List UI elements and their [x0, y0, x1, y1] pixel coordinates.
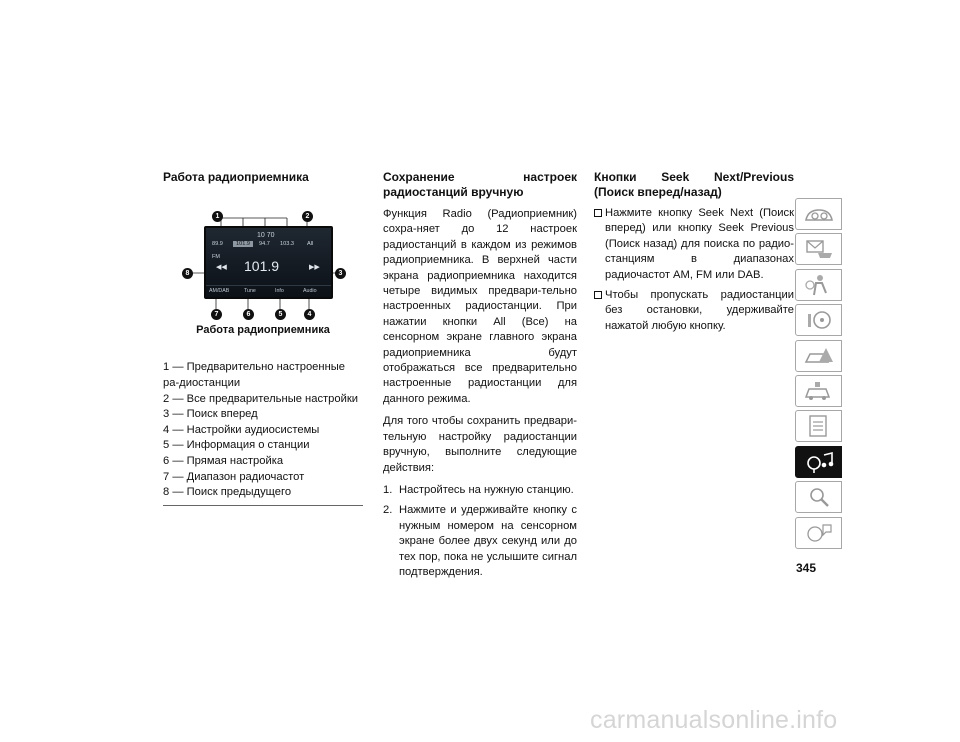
tab-multimedia[interactable] — [795, 446, 842, 478]
tab-car-key[interactable] — [795, 233, 842, 265]
bullet-text: Чтобы пропускать радиостанции без остановки, удерживайте нажатой любую кнопку. — [605, 289, 794, 332]
audio-button[interactable]: Audio — [303, 288, 317, 294]
bullet-text: Нажмите кнопку Seek Next (Поиск вперед) или кнопку Seek Previous (Поиск назад) для поиска по радио-станциям в диапазонах радиочастот AM, FM или DAB. — [605, 207, 794, 281]
info-button[interactable]: Info — [275, 288, 284, 294]
steps-list — [383, 483, 577, 580]
preset-3[interactable]: 94.7 — [259, 241, 270, 247]
radio-figure — [163, 206, 363, 320]
preset-1[interactable]: 89.9 — [212, 241, 223, 247]
car-key-envelope-icon — [802, 237, 836, 261]
callout-5: 5 — [275, 309, 286, 320]
legend-item: 5 — Информация о станции — [163, 439, 310, 452]
seat-airbag-icon — [802, 273, 836, 297]
legend-item: 1 — Предварительно настроенные ра-диостанции — [163, 361, 346, 389]
legend-item: 3 — Поиск вперед — [163, 408, 258, 421]
tune-button[interactable]: Tune — [244, 288, 256, 294]
checklist-icon — [802, 414, 836, 438]
tab-seat-airbag[interactable] — [795, 269, 842, 301]
section-heading-seek: Кнопки Seek Next/Previous (Поиск вперед/назад) — [594, 170, 794, 199]
tab-car-dashboard[interactable] — [795, 198, 842, 230]
callout-7: 7 — [211, 309, 222, 320]
tab-steering[interactable] — [795, 304, 842, 336]
car-service-icon — [802, 379, 836, 403]
legend-item: 2 — Все предварительные настройки — [163, 392, 359, 405]
figure-legend — [163, 360, 363, 505]
checkbox-bullet-icon — [594, 209, 602, 217]
bullet-item — [594, 206, 794, 283]
paragraph: Для того чтобы сохранить предвари-тельную настройку радиостанции вручную, выполните следующие действия: — [383, 415, 577, 474]
checkbox-bullet-icon — [594, 291, 602, 299]
car-warning-icon — [802, 344, 836, 368]
legend-item: 4 — Настройки аудиосистемы — [163, 423, 320, 436]
screen-top-frequency: 10 70 — [257, 232, 275, 239]
column-middle — [383, 170, 577, 585]
multimedia-note-icon — [802, 450, 836, 474]
section-heading-radio: Работа радиоприемника — [163, 170, 309, 184]
callout-4: 4 — [304, 309, 315, 320]
legend-item: 6 — Прямая настройка — [163, 454, 284, 467]
step-item — [383, 503, 577, 580]
bullet-list — [594, 206, 794, 334]
radio-screen — [204, 226, 333, 299]
preset-4[interactable]: 103.3 — [280, 241, 294, 247]
callout-2: 2 — [302, 211, 313, 222]
figure-caption: Работа радиоприемника — [196, 324, 330, 336]
column-left — [163, 170, 363, 506]
tab-car-service[interactable] — [795, 375, 842, 407]
tab-checklist[interactable] — [795, 410, 842, 442]
column-right — [594, 170, 794, 339]
steering-wheel-icon — [802, 308, 836, 332]
step-number: 2. — [383, 504, 393, 517]
bullet-item — [594, 288, 794, 334]
magnifier-icon — [802, 485, 836, 509]
seek-prev-button[interactable]: ◀◀ — [216, 264, 227, 271]
car-dashboard-icon — [802, 202, 836, 226]
callout-6: 6 — [243, 309, 254, 320]
step-text: Нажмите и удерживайте кнопку с нужным номером на сенсорном экране более двух секунд или до тех пор, пока не услышите сигнал подтверждения. — [399, 504, 577, 578]
section-heading-save-presets: Сохранение настроек радиостанций вручную — [383, 170, 577, 199]
paragraph: Функция Radio (Радиоприемник) сохра-няет до 12 настроек радиостанций в каждом из режимов радиоприемника. В верхней части экрана радиоприемника находится четыре видимых предвари-тельно настроенных радиостанции. При нажатии кнопки All (Все) на сенсорном экране главного экрана радиоприемника будут отображаться все предварительно настроенные радиостанции для данного режима. — [383, 208, 577, 405]
seek-next-button[interactable]: ▶▶ — [309, 264, 320, 271]
step-number: 1. — [383, 483, 393, 496]
tab-language[interactable] — [795, 517, 842, 549]
preset-all[interactable]: All — [307, 241, 314, 247]
tab-search[interactable] — [795, 481, 842, 513]
legend-item: 7 — Диапазон радиочастот — [163, 470, 305, 483]
tab-car-warning[interactable] — [795, 340, 842, 372]
language-globe-icon — [802, 521, 836, 545]
page-number: 345 — [796, 561, 817, 575]
step-text: Настройтесь на нужную станцию. — [399, 483, 574, 496]
band-button[interactable]: AM/DAB — [209, 288, 230, 294]
watermark: carmanualsonline.info — [590, 706, 838, 734]
legend-item: 8 — Поиск предыдущего — [163, 486, 292, 499]
frequency-display: 101.9 — [244, 258, 280, 274]
screen-button-bar — [206, 285, 331, 295]
callout-1: 1 — [212, 211, 223, 222]
preset-2[interactable]: 101.9 — [233, 241, 253, 247]
step-item — [383, 483, 577, 498]
callout-3: 3 — [335, 268, 346, 279]
band-label: FM — [212, 254, 220, 260]
callout-8: 8 — [182, 268, 193, 279]
chapter-tab-strip — [795, 198, 843, 552]
